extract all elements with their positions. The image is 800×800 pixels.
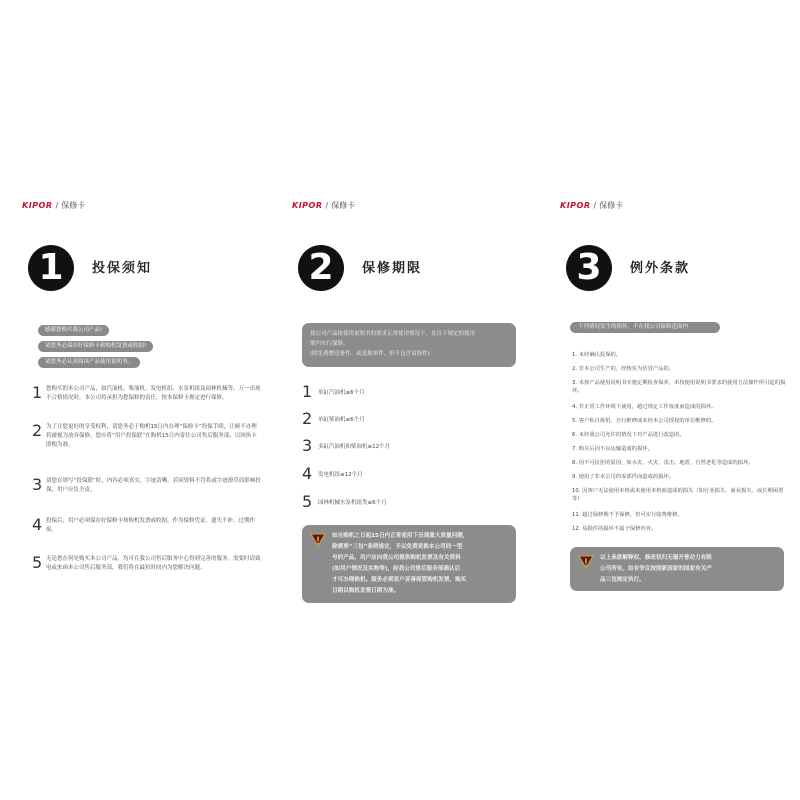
section-number-badge: 1 — [28, 245, 74, 291]
kipor-logo: KIPOR — [292, 201, 323, 210]
section-title: 例外条款 — [630, 261, 691, 276]
exclusion-header-bar: 下列情况发生的损坏，不在我公司保修范围内 — [570, 322, 720, 333]
section-number-badge: 3 — [566, 245, 612, 291]
panel-exclusion-clauses — [560, 195, 800, 615]
exclusion-item: 7. 购买后因不良运输造成的损坏。 — [572, 446, 653, 452]
kipor-logo: KIPOR — [22, 201, 53, 210]
card-label: 保修卡 — [599, 201, 624, 210]
exclusion-item: 2. 非本公司生产的，经核实为仿冒产品的。 — [572, 366, 675, 372]
exclusion-item: 3. 未按产品使用说明书实施定期检查保养，未按使用说明书要求的使用方法操作所引起的损坏。 — [572, 380, 786, 394]
notice-pill: 感谢您购买我公司产品! — [38, 325, 109, 336]
kipor-logo: KIPOR — [560, 201, 591, 210]
section-title: 保修期限 — [362, 261, 423, 276]
exclusion-item: 4. 非正常工作环境下使用，超过规定工作每度而造成的损坏。 — [572, 404, 717, 410]
brand-header: KIPOR / 保修卡 — [22, 201, 86, 210]
card-label: 保修卡 — [331, 201, 356, 210]
exclusion-item: 6. 未经我公司允许的情况下对产品进行改造的。 — [572, 432, 685, 438]
exclusion-item: 12. 易损件的损坏不属于保修内容。 — [572, 526, 657, 532]
brand-header: KIPOR / 保修卡 — [560, 201, 624, 210]
panel-application-notice: KIPOR / 保修卡 1 投保须知 感谢您购买我公司产品! 请您务必保存好保修卡和购机发票或收据! 请您务必认真阅读产品使用说明书。 1 您购买的本公司产品，如汽油机、柴油机、发电机组、水泵机组及园林机械等，万一出现不合格情况时，本公司将承担为您保修的责任，按本保修卡规定进行保修。 2 为了让您更好的享受权利，请您务必于购机15日内办理“保修卡”投保手续，让顾不办理将被视为放弃保修。您应将“用户投保联”在购机15日内寄往公司售后服务部，以回执卡即购为准。 3 请您在填写“投保联”时，内容必须真实，字迹清晰。若回资料不符将或字迹潦草而影响投保，用户应负全责。 4 投保后，用户必须保存好保修卡和购机发票或收据，作为保修凭证。遗失不补，过期作废。 5 无论您在何处购买本公司产品，均可在我公司售后服务中心得到完善的服务。需要时请致电或来函本公司售后服务部，我们将在最短时间内为您解决问题。 — [22, 201, 261, 572]
exclusion-item: 8. 因不可抗拒的原因，如水灾、火灾、雷击、地震、自然老化等造成的损坏。 — [572, 460, 754, 466]
warning-icon — [578, 555, 594, 569]
section-number-badge: 2 — [298, 245, 344, 291]
exclusion-item: 9. 使用了非本公司的零部件而造成的损坏。 — [572, 474, 675, 480]
exclusion-item: 5. 客户私自拆机、自行维修或未经本公司授权的单位维修的。 — [572, 418, 717, 424]
warning-icon — [310, 533, 326, 547]
exclusion-item: 1. 未经确认投保的。 — [572, 352, 622, 358]
section-title: 投保须知 — [92, 261, 153, 276]
exclusion-item: 10. 因客户无法使用本机或未使用本机而造成的损失（如行业损失、商业损失、或长期闲置等） — [572, 488, 784, 502]
card-label: 保修卡 — [61, 201, 86, 210]
brand-header: KIPOR / 保修卡 — [292, 201, 356, 210]
exclusion-item: 11. 超过保修期不予保修，但可实行收费维修。 — [572, 512, 683, 518]
notice-pill: 请您务必保存好保修卡和购机发票或收据! — [38, 341, 153, 352]
warranty-note-box: 按公司产品按使用说明书的要求正常使用情况下，在以下规定的使用 期内实行保修。 (除免费赠送备件、或更换零件，但不包含易损件) — [302, 323, 516, 367]
interpretation-notice-box: 以上条款解释权、修改权归无锡开普动力有限 公司所有。如有争议按照新国家的国家有关产 品三包规定执行。 — [570, 547, 784, 591]
panel-warranty-period: KIPOR / 保修卡 2 保修期限 按公司产品按使用说明书的要求正常使用情况下，在以下规定的使用 期内实行保修。 (除免费赠送备件、或更换零件，但不包含易损件) 1 单缸汽油机≤6个月 2 单缸柴油机≤6个月 3 多缸汽油机和柴油机≤12个月 4 发电机组≤12个月 5 园林机械水泵机组类≤6个月 如自购机之日起15日内正常使用下出现重大质量问题， 除需要“三包”条例规定，予以免费更换本公司同一型 号的产品，用户应向我公司提供购机发票及有关资料 (如用户情况及实物等)，经我公司售后服务部确认后 才可办理换机。服务必须客户妥善保管购机发票，购买 日期以购机发票日期为准。 — [292, 195, 532, 615]
replacement-warning-box: 如自购机之日起15日内正常使用下出现重大质量问题， 除需要“三包”条例规定，予以免费更换本公司同一型 号的产品，用户应向我公司提供购机发票及有关资料 (如用户情况及实物等)，经我公司售后服务部确认后 才可办理换机。服务必须客户妥善保管购机发票，购买 日期以购机发票日期为准。 — [302, 525, 516, 603]
notice-pill: 请您务必认真阅读产品使用说明书。 — [38, 357, 140, 368]
